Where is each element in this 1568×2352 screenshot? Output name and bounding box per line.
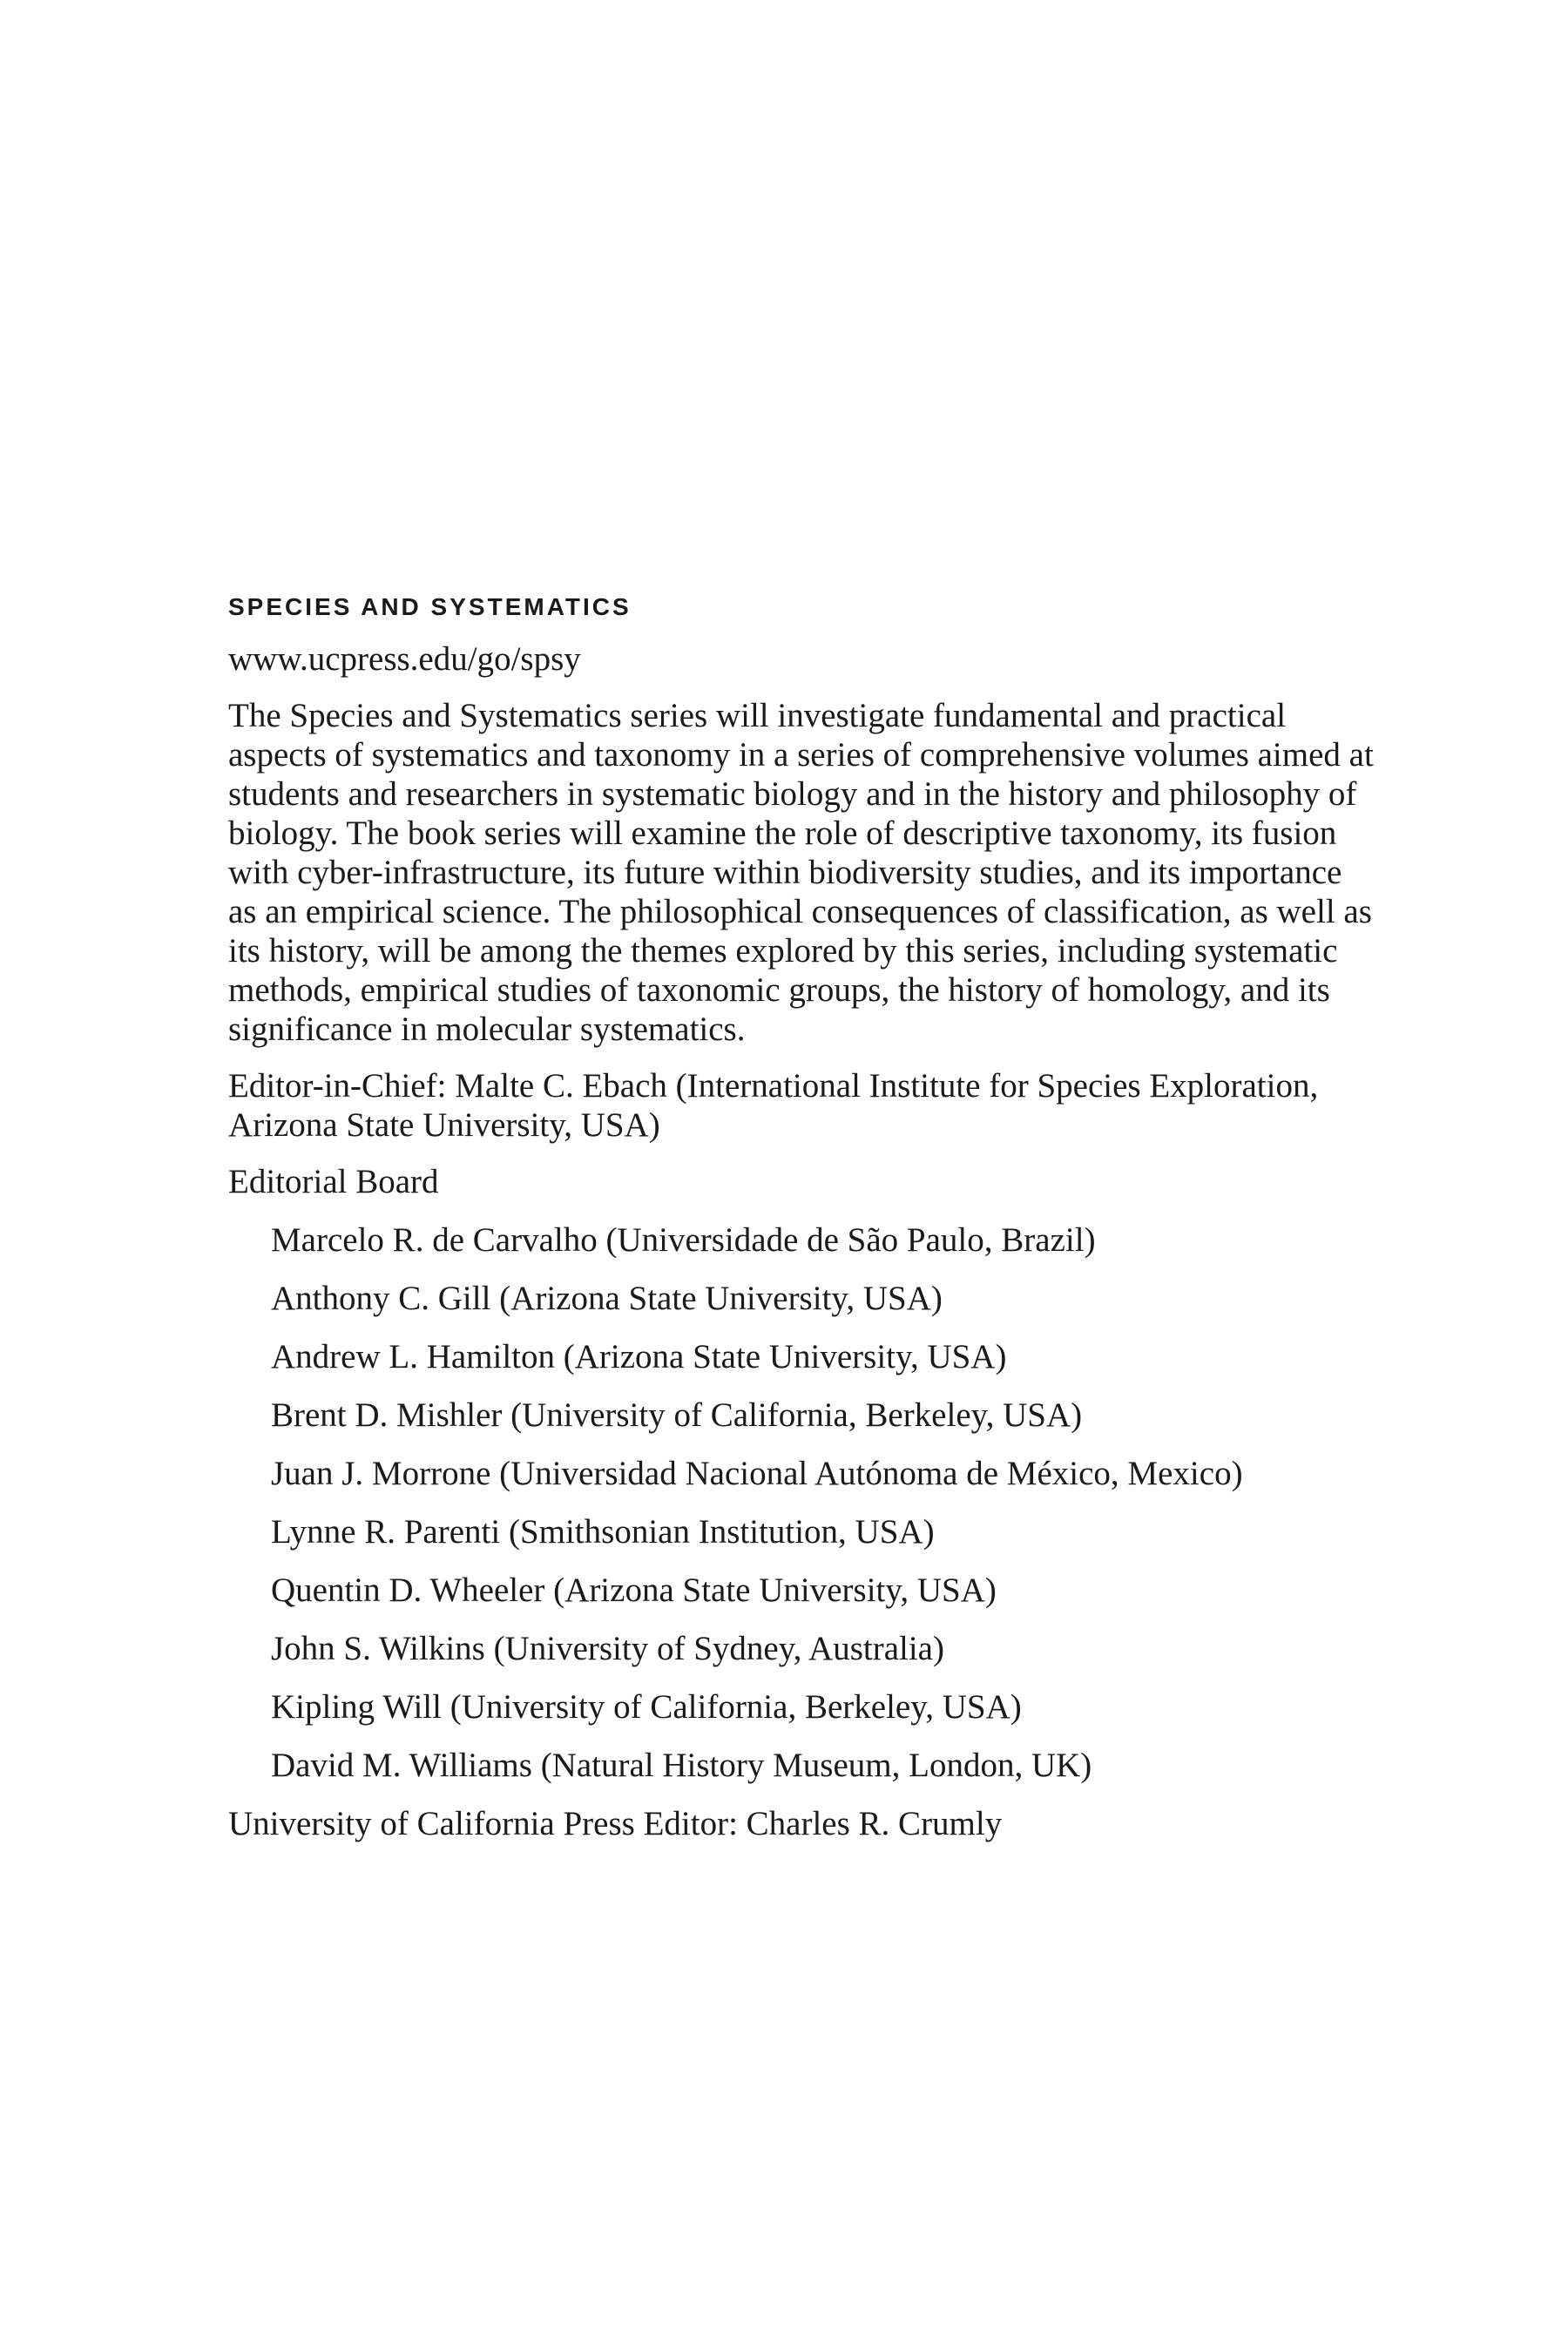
- series-description: The Species and Systematics series will investigate fundamental and practical aspects of systematics and taxonomy in a series of comprehensive volumes aimed at students and researchers in systematic biology and in the history and philosophy of biology. The book series will examine the role of descriptive taxonomy, its fusion with cyber-infrastructure, its future within biodiversity studies, and its importance as an empirical science. The philosophical consequences of classification, as well as its history, will be among the themes explored by this series, including systematic methods, empirical studies of taxonomic groups, the history of homology, and its significance in molecular systematics.: [228, 697, 1374, 1048]
- board-member: Quentin D. Wheeler (Arizona State University, USA): [271, 1571, 997, 1609]
- board-member: Lynne R. Parenti (Smithsonian Institution, USA): [271, 1513, 935, 1551]
- board-member: Andrew L. Hamilton (Arizona State University, USA): [271, 1338, 1007, 1375]
- board-member: Brent D. Mishler (University of California, Berkeley, USA): [271, 1396, 1083, 1434]
- editorial-board-heading: Editorial Board: [228, 1163, 439, 1200]
- editorial-board-list: [228, 1220, 1378, 1785]
- series-title: SPECIES AND SYSTEMATICS: [228, 593, 632, 620]
- board-member: David M. Williams (Natural History Museum, London, UK): [271, 1747, 1092, 1784]
- editor-in-chief: Editor-in-Chief: Malte C. Ebach (International Institute for Species Exploration, Arizona State University, USA): [228, 1067, 1319, 1144]
- board-member: Kipling Will (University of California, Berkeley, USA): [271, 1688, 1022, 1726]
- board-member: John S. Wilkins (University of Sydney, Australia): [271, 1630, 944, 1667]
- board-member: Juan J. Morrone (Universidad Nacional Autónoma de México, Mexico): [271, 1455, 1243, 1492]
- press-editor: University of California Press Editor: Charles R. Crumly: [228, 1805, 1003, 1842]
- series-page: [228, 592, 1378, 1843]
- series-url: www.ucpress.edu/go/spsy: [228, 640, 581, 678]
- board-member: Marcelo R. de Carvalho (Universidade de São Paulo, Brazil): [271, 1221, 1096, 1259]
- board-member: Anthony C. Gill (Arizona State University, USA): [271, 1280, 943, 1317]
